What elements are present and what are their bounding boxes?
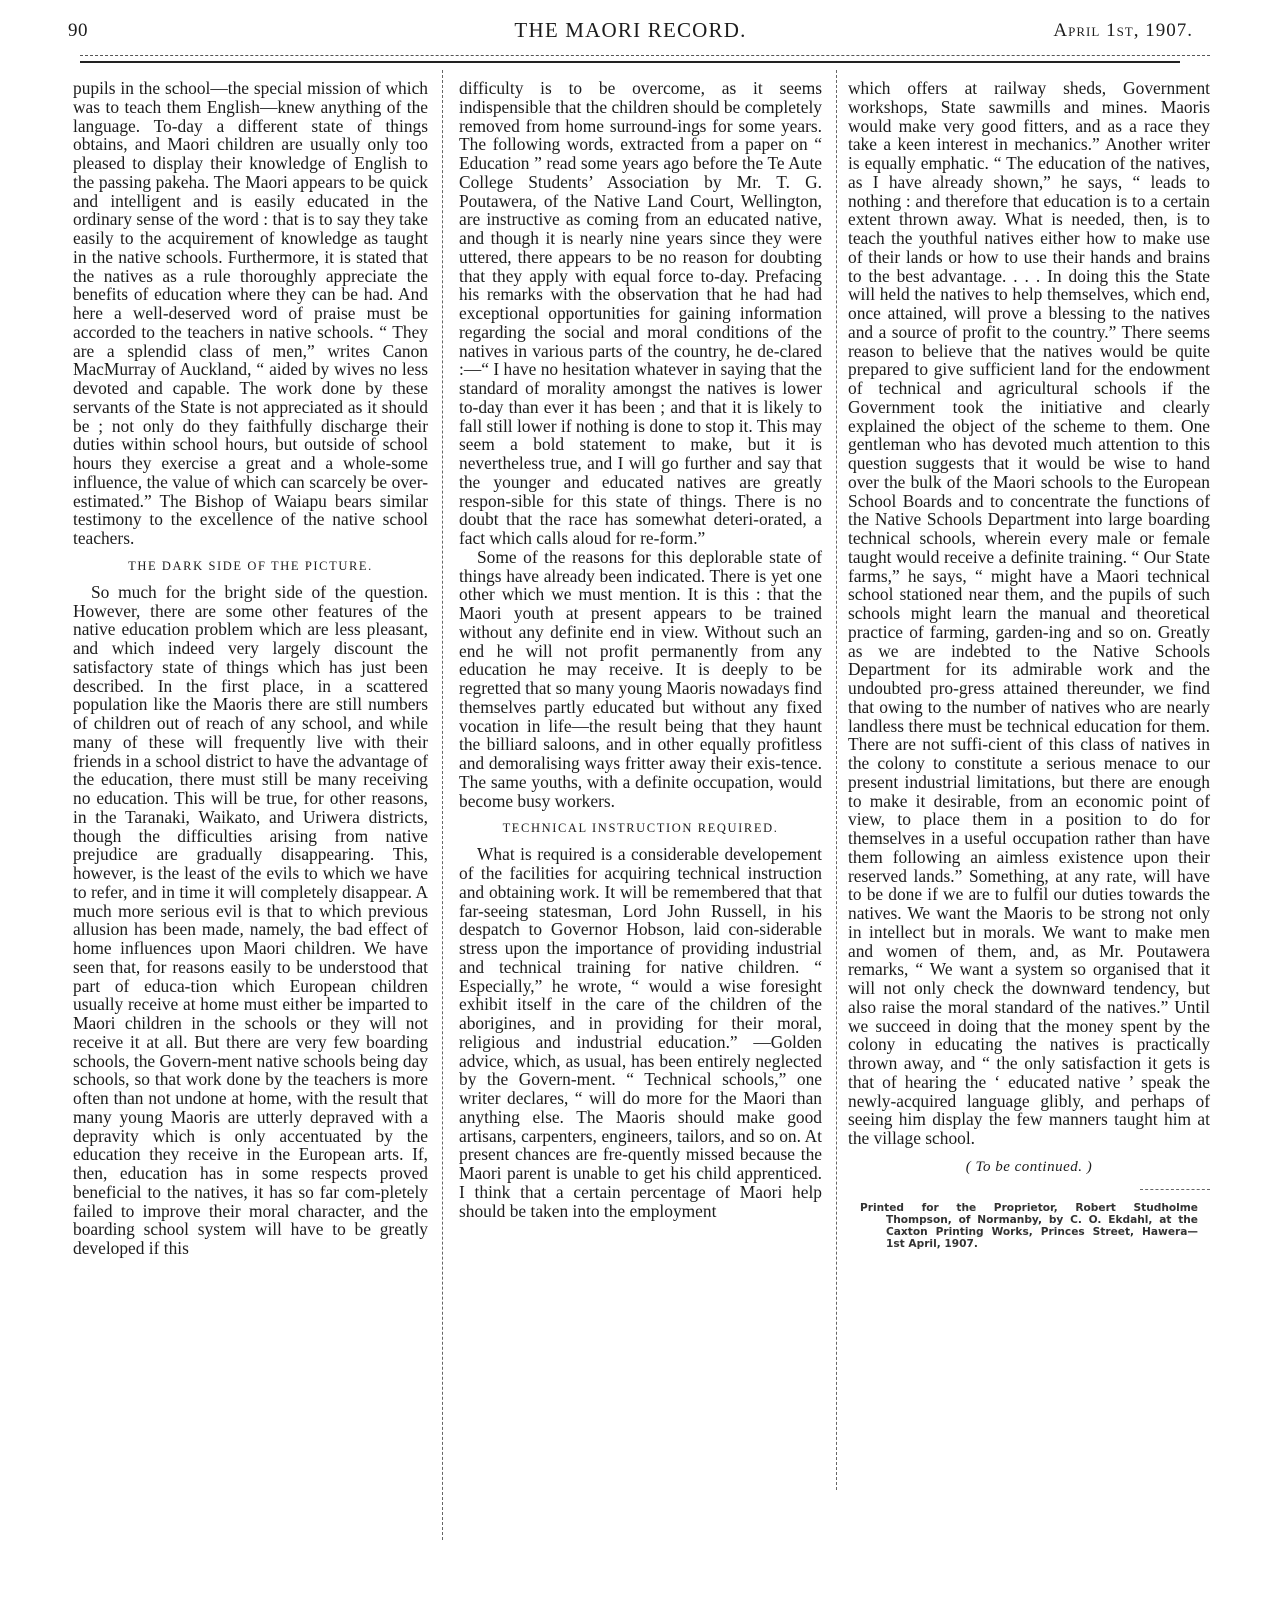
column-divider-1 bbox=[442, 70, 443, 1540]
paragraph: which offers at railway sheds, Government workshops, State sawmills and mines. Maoris would make very good fitters, and as a race they take a keen interest in mechanics.” Another writer is equally emphatic. “ The education of the natives, as I have already shown,” he says, “ leads to nothing : and therefore that education is to a certain extent thrown away. What is needed, then, is to teach the youthful natives either how to make use of their lands or how to use their hands and brains to the best advantage. . . . In doing this the State will held the natives to help themselves, which end, once attained, will prove a blessing to the natives and a source of profit to the country.” There seems reason to believe that the natives would be quite prepared to give sufficient land for the endowment of technical and agricultural schools if the Government took the initiative and clearly explained the object of the scheme to them. One gentleman who has devoted much attention to this question suggests that it would be wise to hand over the bulk of the Maori schools to the European School Boards and to concentrate the functions of the Native Schools Department into large boarding technical schools, wherein every male or female taught would receive a definite training. “ Our State farms,” he says, “ might have a Maori technical school stationed near them, and the pupils of such schools might learn the manual and theoretical practice of farming, garden-ing and so on. Greatly as we are indebted to the Native Schools Department for its admirable work and the undoubted pro-gress attained thereunder, we find that owing to the number of natives who are nearly landless there must be technical education for them. There are not suffi-cient of this class of natives in the colony to constitute a serious menace to our present industrial limitations, but there are enough to make it desirable, from an economic point of view, to place them in a position to do for themselves in a useful occupation rather than have them following an aimless existence upon their reserved lands.” Something, at any rate, will have to be done if we are to fulfil our duties towards the natives. We want the Maoris to be strong not only in intellect but in morals. We want to make men and women of them, and, as Mr. Poutawera remarks, “ We want a system so organised that it will not only check the downward tendency, but also raise the moral standard of the natives.” Until we succeed in doing that the money spent by the colony in educating the natives is practically thrown away, and “ the only satisfaction it gets is that of hearing the ‘ educated native ’ speak the newly-acquired language glibly, and perhaps of seeing him display the few manners taught him at the village school. bbox=[848, 78, 1210, 1148]
column-3 bbox=[848, 79, 1210, 1250]
paragraph: What is required is a considerable developement of the facilities for acquiring technical instruction and obtaining work. It will be remembered that that far-seeing statesman, Lord John Russell, in his despatch to Governor Hobson, laid con-siderable stress upon the importance of providing industrial and technical training for native children. “ Especially,” he wrote, “ would a wise foresight exhibit itself in the care of the children of the aborigines, and in providing for their moral, religious and industrial education.” —Golden advice, which, as usual, has been entirely neglected by the Govern-ment. “ Technical schools,” one writer declares, “ will do more for the Maori than anything else. The Maoris should make good artisans, carpenters, engineers, tailors, and so on. At present chances are fre-quently missed because the Maori parent is unable to get his child apprenticed. I think that a certain percentage of Maori help should be taken into the employment bbox=[459, 844, 822, 1221]
imprint-line-1: Printed for the Proprietor, Robert Studholme bbox=[860, 1201, 1198, 1214]
paragraph: So much for the bright side of the question. However, there are some other features of the native education problem which are less pleasant, and which indeed very largely discount the satisfactory state of things which has just been described. In the first place, in a scattered population like the Maoris there are still numbers of children out of reach of any school, and while many of these will frequently live with their friends in a school district to have the advantage of the education, there must still be many receiving no education. This will be true, for other reasons, in the Taranaki, Waikato, and Uriwera districts, though the difficulties arising from native prejudice are gradually disappearing. This, however, is the least of the evils to which we have to refer, and in time it will completely disappear. A much more serious evil is that to which previous allusion has been made, namely, the bad effect of home influences upon Maori children. We have seen that, for reasons easily to be understood that part of educa-tion which European children usually receive at home must either be imparted to Maori children in the schools or they will not receive it at all. But there are very few boarding schools, the Govern-ment native schools being day schools, so that work done by the teachers is more often than not undone at home, with the result that many young Maoris are utterly depraved with a depravity which is only accentuated by the education they receive in the European arts. If, then, education has in some respects proved beneficial to the natives, it has so far com-pletely failed to improve their moral character, and the boarding school system will have to be greatly developed if this bbox=[73, 581, 428, 1258]
paragraph: pupils in the school—the special mission of which was to teach them English—knew anything of the language. To-day a different state of things obtains, and Maori children are usually only too pleased to display their knowledge of English to the passing pakeha. The Maori appears to be quick and intelligent and is easily educated in the ordinary sense of the word : that is to say they take easily to the acquirement of knowledge as taught in the native schools. Furthermore, it is stated that the natives as a rule thoroughly appreciate the benefits of education where they can be had. And here a well-deserved word of praise must be accorded to the teachers in native schools. “ They are a splendid class of men,” writes Canon MacMurray of Auckland, “ aided by wives no less devoted and capable. The work done by these servants of the State is not appreciated as it should be ; not only do they faithfully discharge their duties within school hours, but outside of school hours they exercise a great and a whole-some influence, the value of which can scarcely be over-estimated.” The Bishop of Waiapu bears similar testimony to the excellence of the native school teachers. bbox=[73, 78, 428, 548]
publication-title: THE MAORI RECORD. bbox=[514, 18, 747, 42]
page-number: 90 bbox=[68, 20, 88, 41]
column-divider-2 bbox=[836, 70, 837, 1490]
issue-date: April 1st, 1907. bbox=[1053, 20, 1193, 41]
section-heading-dark-side: THE DARK SIDE OF THE PICTURE. bbox=[128, 558, 373, 573]
column-1 bbox=[73, 79, 428, 1258]
header-rule-top bbox=[80, 55, 1210, 56]
printer-imprint bbox=[848, 1202, 1210, 1250]
column-2 bbox=[459, 79, 822, 1220]
page-header bbox=[68, 18, 1193, 48]
imprint-line-rest: Thompson, of Normanby, by C. O. Ekdahl, at the Caxton Printing Works, Princes Street, Hawera— 1st April, 1907. bbox=[886, 1213, 1198, 1250]
paragraph: Some of the reasons for this deplorable state of things have already been indicated. There is yet one other which we must mention. It is this : that the Maori youth at present appears to be trained without any definite end in view. Without such an end he will not profit permanently from any education he may receive. It is deeply to be regretted that so many young Maoris nowadays find themselves partly educated but without any fixed vocation in life—the result being that they haunt the billiard saloons, and in other equally profitless and demoralising ways fritter away their exis-tence. The same youths, with a definite occupation, would become busy workers. bbox=[459, 546, 822, 811]
imprint-rule bbox=[1140, 1189, 1210, 1190]
section-heading-technical-instruction: TECHNICAL INSTRUCTION REQUIRED. bbox=[502, 821, 779, 836]
to-be-continued-note: ( To be continued. ) bbox=[965, 1158, 1093, 1175]
paragraph: difficulty is to be overcome, as it seems indispensible that the children should be completely removed from home surround-ings for some years. The following words, extracted from a paper on “ Education ” read some years ago before the Te Aute College Students’ Association by Mr. T. G. Poutawera, of the Native Land Court, Wellington, are instructive as coming from an educated native, and though it is nearly nine years since they were uttered, there appears to be no reason for doubting that they apply with equal force to-day. Prefacing his remarks with the observation that he had had exceptional opportunities for gaining information regarding the social and moral conditions of the natives in various parts of the country, he de-clared :—“ I have no hesitation whatever in saying that the standard of morality amongst the natives is lower to-day than ever it has been ; and that it is likely to fall still lower if nothing is done to stop it. This may seem a bold statement to make, but it is nevertheless true, and I will go further and say that the younger and educated natives are greatly respon-sible for this state of things. There is no doubt that the race has somewhat deteri-orated, a fact which calls aloud for re-form.” bbox=[459, 78, 822, 548]
header-rule-bottom bbox=[80, 61, 1180, 63]
